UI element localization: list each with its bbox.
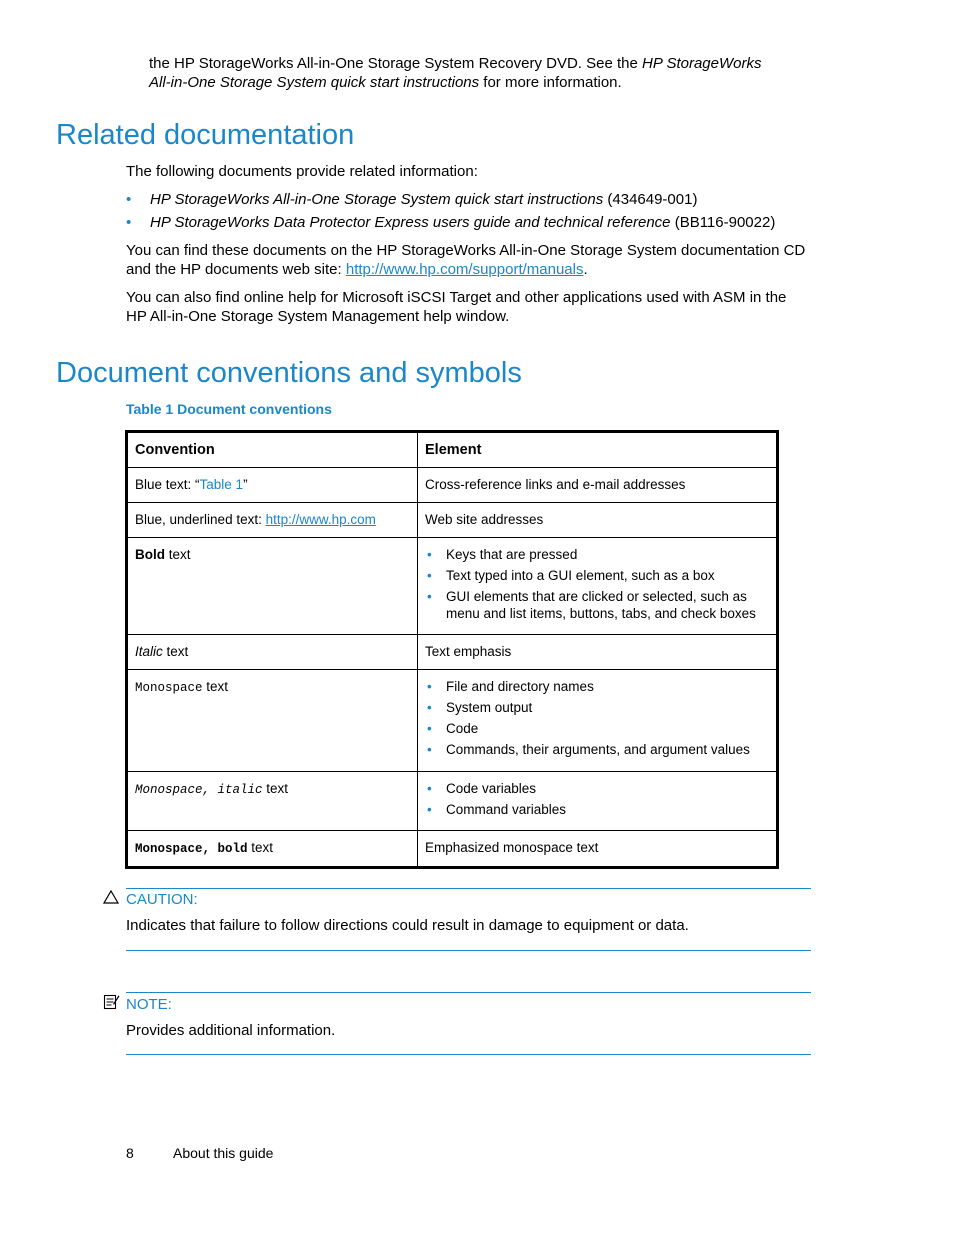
- col-header-element: Element: [418, 432, 778, 468]
- convention-cell: Bold text: [127, 538, 418, 635]
- table-row: [127, 635, 778, 670]
- note-text: Provides additional information.: [126, 1022, 336, 1039]
- convention-cell: Blue, underlined text: http://www.hp.com: [127, 503, 418, 538]
- related-item-1: • HP StorageWorks All-in-One Storage System quick start instructions (434649-001): [126, 191, 698, 208]
- element-cell: Text emphasis: [418, 635, 778, 670]
- list-item: • Text typed into a GUI element, such as a box: [427, 568, 715, 583]
- bullet-icon: •: [427, 781, 432, 796]
- convention-cell: Monospace text: [127, 670, 418, 772]
- bullet-icon: •: [126, 214, 132, 231]
- related-lead: The following documents provide related information:: [126, 163, 478, 180]
- list-item: • System output: [427, 700, 533, 715]
- note-pad-icon: [103, 993, 121, 1011]
- intro-line-1: the HP StorageWorks All-in-One Storage System Recovery DVD. See the HP StorageWorks: [149, 55, 762, 72]
- element-cell: Emphasized monospace text: [418, 831, 778, 868]
- table-ref-link[interactable]: Table 1: [199, 477, 244, 492]
- hp-link[interactable]: http://www.hp.com: [265, 512, 376, 527]
- bullet-icon: •: [427, 589, 432, 604]
- bullet-icon: •: [427, 742, 432, 757]
- bullet-icon: •: [427, 700, 432, 715]
- bullet-icon: •: [427, 721, 432, 736]
- related-para-1: You can find these documents on the HP StorageWorks All-in-One Storage System documentation CD and the HP documents web site: http://www.hp.com/support/manuals.: [126, 242, 806, 278]
- element-cell: [418, 772, 778, 831]
- bullet-icon: •: [126, 191, 132, 208]
- related-heading: Related documentation: [56, 119, 355, 151]
- list-item: • Commands, their arguments, and argument values: [427, 742, 750, 757]
- table-row: [127, 468, 778, 503]
- list-item: • GUI elements that are clicked or selected, such as menu and list items, buttons, tabs, and check boxes: [427, 589, 756, 621]
- bullet-icon: •: [427, 547, 432, 562]
- bullet-icon: •: [427, 568, 432, 583]
- bullet-icon: •: [427, 679, 432, 694]
- note-label: NOTE:: [126, 996, 172, 1013]
- list-item: • Command variables: [427, 802, 567, 817]
- table-header-row: [127, 432, 778, 468]
- intro-line-2: All-in-One Storage System quick start instructions for more information.: [149, 74, 622, 91]
- col-header-convention: Convention: [127, 432, 418, 468]
- list-item: • File and directory names: [427, 679, 594, 694]
- note-bottom-rule: [126, 1054, 811, 1055]
- footer-section: About this guide: [173, 1145, 274, 1161]
- convention-cell: Monospace, italic text: [127, 772, 418, 831]
- caution-top-rule: [126, 888, 811, 889]
- note-top-rule: [126, 992, 811, 993]
- bullet-icon: •: [427, 802, 432, 817]
- list-item: • Keys that are pressed: [427, 547, 578, 562]
- related-item-2: • HP StorageWorks Data Protector Express users guide and technical reference (BB116-90022): [126, 214, 776, 231]
- table-row: [127, 538, 778, 635]
- table-caption: Table 1 Document conventions: [126, 401, 332, 417]
- convention-cell: Italic text: [127, 635, 418, 670]
- caution-text: Indicates that failure to follow directions could result in damage to equipment or data.: [126, 917, 689, 934]
- table-row: [127, 831, 778, 868]
- caution-label: CAUTION:: [126, 891, 198, 908]
- table-row: [127, 670, 778, 772]
- element-cell: [418, 538, 778, 635]
- warning-triangle-icon: [103, 889, 121, 907]
- convention-cell: Monospace, bold text: [127, 831, 418, 868]
- caution-bottom-rule: [126, 950, 811, 951]
- manuals-link[interactable]: http://www.hp.com/support/manuals: [345, 261, 584, 278]
- conventions-heading: Document conventions and symbols: [56, 357, 522, 389]
- convention-cell: Blue text: “Table 1”: [127, 468, 418, 503]
- element-cell: Web site addresses: [418, 503, 778, 538]
- element-cell: [418, 670, 778, 772]
- table-row: [127, 772, 778, 831]
- element-cell: Cross-reference links and e-mail addresses: [418, 468, 778, 503]
- related-para-2: You can also find online help for Microsoft iSCSI Target and other applications used with ASM in the HP All-in-One Storage System Management help window.: [126, 289, 787, 325]
- conventions-table: [125, 430, 779, 869]
- page-number: 8: [126, 1145, 134, 1161]
- table-row: [127, 503, 778, 538]
- list-item: • Code: [427, 721, 479, 736]
- list-item: • Code variables: [427, 781, 537, 796]
